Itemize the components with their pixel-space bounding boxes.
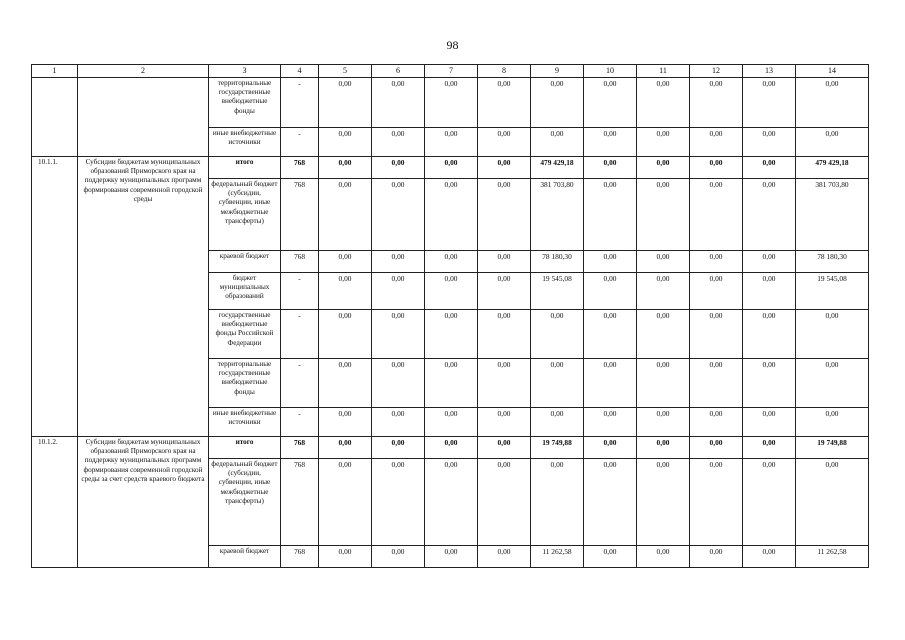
value-cell: 0,00 [584, 273, 637, 310]
header-cell: 3 [209, 65, 281, 78]
value-cell: 0,00 [690, 437, 743, 459]
value-cell: 0,00 [637, 310, 690, 359]
value-cell: 0,00 [319, 273, 372, 310]
value-cell: 19 545,08 [796, 273, 869, 310]
value-cell: 11 262,58 [531, 546, 584, 568]
value-cell: 0,00 [637, 546, 690, 568]
header-cell: 5 [319, 65, 372, 78]
value-cell: 19 749,88 [531, 437, 584, 459]
code-cell: 768 [281, 546, 319, 568]
item-number-cell [32, 78, 78, 157]
item-number-cell: 10.1.2. [32, 437, 78, 568]
code-cell: - [281, 78, 319, 128]
value-cell: 0,00 [796, 128, 869, 157]
header-cell: 9 [531, 65, 584, 78]
value-cell: 0,00 [425, 128, 478, 157]
value-cell: 0,00 [690, 78, 743, 128]
value-cell: 0,00 [478, 437, 531, 459]
code-cell: 768 [281, 437, 319, 459]
code-cell: 768 [281, 157, 319, 179]
value-cell: 0,00 [637, 128, 690, 157]
value-cell: 19 749,88 [796, 437, 869, 459]
value-cell: 0,00 [584, 408, 637, 437]
value-cell: 0,00 [319, 310, 372, 359]
header-row [32, 65, 869, 78]
value-cell: 0,00 [796, 310, 869, 359]
value-cell: 0,00 [743, 157, 796, 179]
value-cell: 0,00 [690, 273, 743, 310]
value-cell: 0,00 [319, 359, 372, 408]
value-cell: 0,00 [372, 78, 425, 128]
value-cell: 0,00 [584, 157, 637, 179]
value-cell: 0,00 [584, 359, 637, 408]
value-cell: 0,00 [637, 251, 690, 273]
header-cell: 4 [281, 65, 319, 78]
value-cell: 0,00 [690, 359, 743, 408]
value-cell: 0,00 [478, 310, 531, 359]
value-cell: 0,00 [425, 273, 478, 310]
value-cell: 0,00 [478, 546, 531, 568]
value-cell: 0,00 [796, 408, 869, 437]
funding-source-cell: краевой бюджет [209, 251, 281, 273]
value-cell: 0,00 [372, 128, 425, 157]
table-row [32, 78, 869, 128]
value-cell: 479 429,18 [531, 157, 584, 179]
value-cell: 0,00 [478, 273, 531, 310]
header-cell: 10 [584, 65, 637, 78]
value-cell: 0,00 [690, 128, 743, 157]
value-cell: 0,00 [637, 359, 690, 408]
value-cell: 0,00 [584, 459, 637, 546]
value-cell: 0,00 [584, 78, 637, 128]
value-cell: 0,00 [372, 546, 425, 568]
funding-source-cell: краевой бюджет [209, 546, 281, 568]
funding-source-cell: итого [209, 157, 281, 179]
value-cell: 0,00 [531, 128, 584, 157]
value-cell: 0,00 [743, 359, 796, 408]
value-cell: 0,00 [690, 157, 743, 179]
value-cell: 0,00 [425, 157, 478, 179]
value-cell: 0,00 [478, 408, 531, 437]
funding-source-cell: территориальные государственные внебюджетные фонды [209, 359, 281, 408]
value-cell: 0,00 [425, 437, 478, 459]
value-cell: 0,00 [478, 459, 531, 546]
value-cell: 0,00 [743, 78, 796, 128]
value-cell: 0,00 [743, 437, 796, 459]
value-cell: 0,00 [743, 128, 796, 157]
value-cell: 0,00 [372, 179, 425, 251]
value-cell: 19 545,08 [531, 273, 584, 310]
header-cell: 2 [78, 65, 209, 78]
value-cell: 0,00 [425, 459, 478, 546]
value-cell: 0,00 [319, 408, 372, 437]
code-cell: 768 [281, 459, 319, 546]
budget-table [31, 64, 869, 568]
value-cell: 0,00 [372, 251, 425, 273]
header-cell: 6 [372, 65, 425, 78]
value-cell: 0,00 [372, 273, 425, 310]
funding-source-cell: итого [209, 437, 281, 459]
value-cell: 0,00 [319, 179, 372, 251]
value-cell: 0,00 [425, 408, 478, 437]
value-cell: 0,00 [637, 408, 690, 437]
value-cell: 0,00 [584, 546, 637, 568]
value-cell: 0,00 [319, 157, 372, 179]
value-cell: 0,00 [584, 179, 637, 251]
funding-source-cell: территориальные государственные внебюджетные фонды [209, 78, 281, 128]
value-cell: 479 429,18 [796, 157, 869, 179]
funding-source-cell: бюджет муниципальных образований [209, 273, 281, 310]
value-cell: 0,00 [690, 546, 743, 568]
value-cell: 0,00 [372, 408, 425, 437]
value-cell: 381 703,80 [531, 179, 584, 251]
value-cell: 11 262,58 [796, 546, 869, 568]
value-cell: 0,00 [531, 359, 584, 408]
value-cell: 0,00 [425, 179, 478, 251]
value-cell: 0,00 [796, 459, 869, 546]
header-cell: 1 [32, 65, 78, 78]
header-cell: 13 [743, 65, 796, 78]
value-cell: 0,00 [743, 273, 796, 310]
value-cell: 0,00 [690, 408, 743, 437]
header-cell: 8 [478, 65, 531, 78]
value-cell: 0,00 [372, 359, 425, 408]
table-row [32, 157, 869, 179]
value-cell: 0,00 [478, 157, 531, 179]
code-cell: 768 [281, 251, 319, 273]
value-cell: 0,00 [584, 310, 637, 359]
page-number: 98 [446, 38, 459, 52]
code-cell: - [281, 359, 319, 408]
value-cell: 0,00 [372, 459, 425, 546]
value-cell: 0,00 [319, 459, 372, 546]
measure-name-cell: Субсидии бюджетам муниципальных образований Приморского края на поддержку муниципальных программ формирования современной городской среды [78, 157, 209, 437]
code-cell: - [281, 273, 319, 310]
value-cell: 0,00 [319, 251, 372, 273]
value-cell: 0,00 [425, 546, 478, 568]
header-cell: 7 [425, 65, 478, 78]
value-cell: 0,00 [372, 157, 425, 179]
value-cell: 78 180,30 [531, 251, 584, 273]
value-cell: 0,00 [425, 359, 478, 408]
value-cell: 0,00 [478, 78, 531, 128]
value-cell: 0,00 [743, 459, 796, 546]
value-cell: 78 180,30 [796, 251, 869, 273]
code-cell: - [281, 310, 319, 359]
header-cell: 12 [690, 65, 743, 78]
value-cell: 0,00 [531, 459, 584, 546]
value-cell: 0,00 [796, 359, 869, 408]
value-cell: 0,00 [372, 310, 425, 359]
value-cell: 0,00 [637, 78, 690, 128]
value-cell: 0,00 [319, 546, 372, 568]
funding-source-cell: иные внебюджетные источники [209, 128, 281, 157]
value-cell: 0,00 [531, 310, 584, 359]
item-number-cell: 10.1.1. [32, 157, 78, 437]
value-cell: 0,00 [372, 437, 425, 459]
value-cell: 0,00 [743, 179, 796, 251]
value-cell: 0,00 [319, 437, 372, 459]
value-cell: 0,00 [531, 408, 584, 437]
value-cell: 0,00 [637, 179, 690, 251]
funding-source-cell: федеральный бюджет (субсидии, субвенции, иные межбюджетные трансферты) [209, 179, 281, 251]
value-cell: 0,00 [584, 251, 637, 273]
value-cell: 0,00 [478, 251, 531, 273]
value-cell: 0,00 [425, 251, 478, 273]
value-cell: 0,00 [319, 78, 372, 128]
header-cell: 11 [637, 65, 690, 78]
value-cell: 0,00 [584, 128, 637, 157]
code-cell: 768 [281, 179, 319, 251]
value-cell: 0,00 [637, 273, 690, 310]
value-cell: 0,00 [637, 437, 690, 459]
value-cell: 381 703,80 [796, 179, 869, 251]
value-cell: 0,00 [425, 78, 478, 128]
value-cell: 0,00 [743, 251, 796, 273]
value-cell: 0,00 [478, 359, 531, 408]
value-cell: 0,00 [319, 128, 372, 157]
value-cell: 0,00 [584, 437, 637, 459]
measure-name-cell [78, 78, 209, 157]
value-cell: 0,00 [690, 251, 743, 273]
value-cell: 0,00 [637, 459, 690, 546]
value-cell: 0,00 [531, 78, 584, 128]
funding-source-cell: государственные внебюджетные фонды Российской Федерации [209, 310, 281, 359]
code-cell: - [281, 128, 319, 157]
value-cell: 0,00 [690, 310, 743, 359]
value-cell: 0,00 [478, 179, 531, 251]
value-cell: 0,00 [743, 310, 796, 359]
value-cell: 0,00 [690, 179, 743, 251]
funding-source-cell: федеральный бюджет (субсидии, субвенции, иные межбюджетные трансферты) [209, 459, 281, 546]
value-cell: 0,00 [478, 128, 531, 157]
funding-source-cell: иные внебюджетные источники [209, 408, 281, 437]
value-cell: 0,00 [425, 310, 478, 359]
measure-name-cell: Субсидии бюджетам муниципальных образований Приморского края на поддержку муниципальных программ формирования современной городской среды за счет средств краевого бюджета [78, 437, 209, 568]
value-cell: 0,00 [743, 546, 796, 568]
value-cell: 0,00 [690, 459, 743, 546]
value-cell: 0,00 [796, 78, 869, 128]
value-cell: 0,00 [637, 157, 690, 179]
table-row [32, 437, 869, 459]
code-cell: - [281, 408, 319, 437]
value-cell: 0,00 [743, 408, 796, 437]
header-cell: 14 [796, 65, 869, 78]
